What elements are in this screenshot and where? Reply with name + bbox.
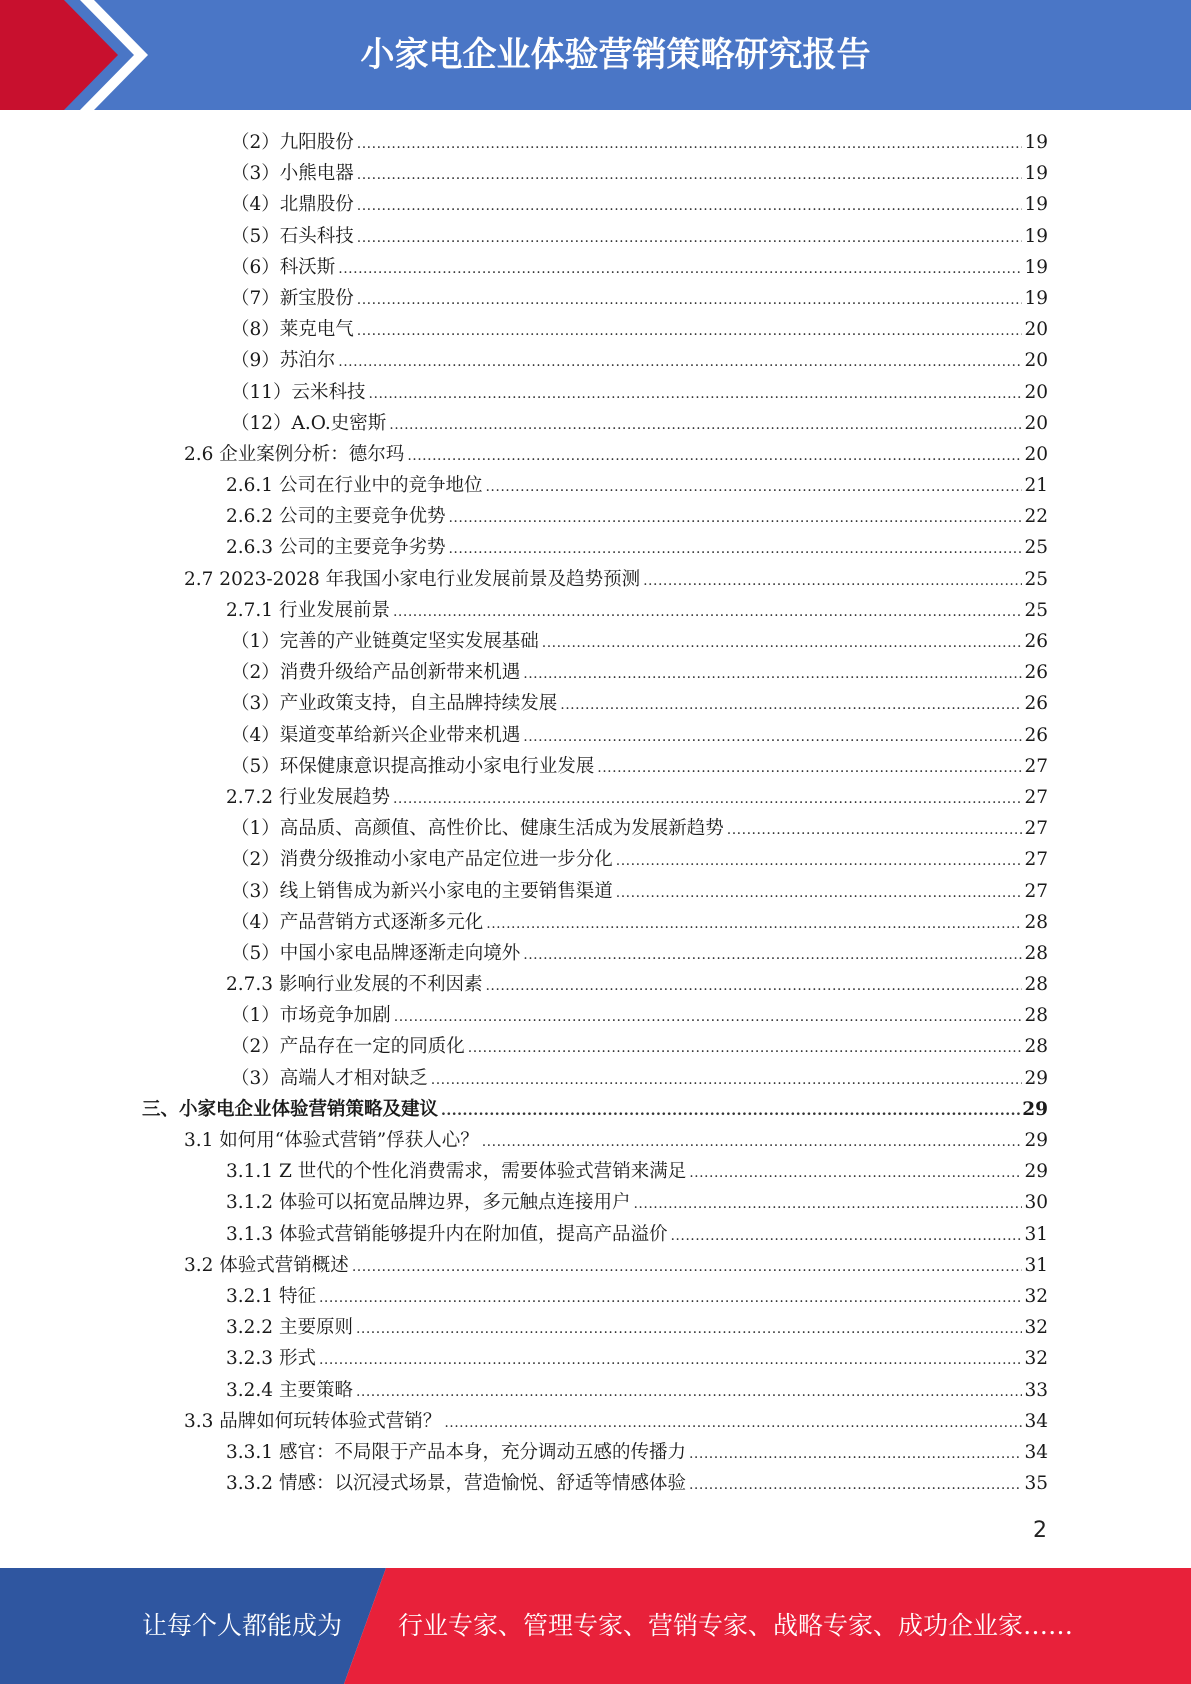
- toc-entry-title: （5）石头科技: [231, 225, 354, 247]
- toc-entry-page: 34: [1024, 1441, 1048, 1463]
- toc-entry[interactable]: [0, 127, 1191, 158]
- toc-dot-leader: [448, 534, 1022, 565]
- toc-dot-leader: [319, 1345, 1023, 1376]
- toc-entry-page: 31: [1024, 1254, 1048, 1276]
- toc-entry[interactable]: [0, 1063, 1191, 1094]
- toc-dot-leader: [338, 254, 1022, 285]
- toc-dot-leader: [389, 410, 1022, 441]
- toc-entry[interactable]: [0, 501, 1191, 532]
- toc-dot-leader: [357, 129, 1023, 160]
- toc-entry[interactable]: [0, 1000, 1191, 1031]
- toc-dot-leader: [357, 191, 1023, 222]
- toc-entry-page: 29: [1024, 1130, 1048, 1151]
- toc-dot-leader: [393, 784, 1022, 815]
- toc-entry-page: 32: [1024, 1348, 1048, 1370]
- toc-entry-line: [231, 283, 1048, 314]
- toc-entry-title: （2）产品存在一定的同质化: [231, 1036, 465, 1058]
- toc-entry-line: [231, 626, 1048, 657]
- toc-entry-line: [184, 1250, 1048, 1281]
- toc-dot-leader: [448, 503, 1022, 534]
- toc-entry-line: [231, 158, 1048, 189]
- toc-dot-leader: [319, 1283, 1023, 1314]
- toc-entry-title: 2.7.3 影响行业发展的不利因素: [226, 974, 483, 996]
- toc-entry-line: [226, 1281, 1048, 1312]
- toc-dot-leader: [356, 1377, 1023, 1408]
- toc-entry[interactable]: [0, 1125, 1191, 1156]
- toc-entry-line: [226, 1375, 1048, 1406]
- toc-entry[interactable]: [0, 688, 1191, 719]
- toc-dot-leader: [393, 597, 1022, 628]
- toc-entry-title: 3.2.1 特征: [226, 1285, 316, 1307]
- toc-entry[interactable]: [0, 1406, 1191, 1437]
- toc-entry-page: 20: [1024, 381, 1048, 403]
- toc-entry-line: [231, 1031, 1048, 1062]
- toc-entry-page: 29: [1022, 1098, 1048, 1120]
- toc-dot-leader: [689, 1439, 1022, 1470]
- toc-entry-line: [226, 969, 1048, 1000]
- toc-entry-page: 26: [1024, 693, 1048, 715]
- toc-entry-title: 3.2.4 主要策略: [226, 1379, 353, 1401]
- toc-entry-page: 25: [1024, 568, 1048, 590]
- toc-dot-leader: [338, 347, 1022, 378]
- toc-entry[interactable]: [0, 657, 1191, 688]
- toc-entry-title: 2.6.3 公司的主要竞争劣势: [226, 537, 446, 559]
- page-number: 2: [1033, 1518, 1047, 1543]
- toc-entry-title: （9）苏泊尔: [231, 350, 336, 372]
- toc-entry[interactable]: [0, 595, 1191, 626]
- toc-entry[interactable]: [0, 189, 1191, 220]
- toc-entry[interactable]: [0, 1437, 1191, 1468]
- toc-entry-title: 3.1.1 Z 世代的个性化消费需求，需要体验式营销来满足: [226, 1161, 687, 1183]
- toc-entry[interactable]: [0, 564, 1191, 595]
- toc-entry-title: 2.6.1 公司在行业中的竞争地位: [226, 475, 483, 497]
- toc-entry-line: [184, 564, 1048, 595]
- toc-entry-line: [226, 532, 1048, 563]
- toc-entry-title: （7）新宝股份: [231, 287, 354, 309]
- toc-dot-leader: [597, 753, 1022, 784]
- toc-entry[interactable]: [0, 813, 1191, 844]
- toc-dot-leader: [482, 1127, 1023, 1158]
- toc-entry[interactable]: [0, 1156, 1191, 1187]
- toc-entry[interactable]: [0, 1281, 1191, 1312]
- toc-entry[interactable]: [0, 1219, 1191, 1250]
- toc-entry-title: 3.1 如何用“体验式营销”俘获人心？: [184, 1130, 479, 1151]
- toc-entry-title: （8）莱克电气: [231, 319, 354, 341]
- toc-entry[interactable]: [0, 969, 1191, 1000]
- toc-entry-page: 20: [1024, 350, 1048, 372]
- toc-entry-title: 2.6.2 公司的主要竞争优势: [226, 506, 446, 528]
- toc-entry[interactable]: [0, 408, 1191, 439]
- toc-entry-title: （11）云米科技: [231, 381, 366, 403]
- toc-dot-leader: [357, 160, 1023, 191]
- toc-entry-title: （3）产业政策支持，自主品牌持续发展: [231, 693, 558, 715]
- toc-entry-page: 19: [1024, 256, 1048, 278]
- toc-entry[interactable]: [0, 252, 1191, 283]
- toc-entry-line: [231, 688, 1048, 719]
- toc-entry[interactable]: [0, 158, 1191, 189]
- toc-entry-line: [231, 657, 1048, 688]
- toc-entry-page: 20: [1024, 319, 1048, 341]
- toc-dot-leader: [616, 846, 1023, 877]
- toc-entry-line: [231, 813, 1048, 844]
- toc-entry-title: 3.3 品牌如何玩转体验式营销？: [184, 1410, 442, 1432]
- toc-entry-page: 29: [1024, 1161, 1048, 1183]
- toc-entry-title: （4）产品营销方式逐渐多元化: [231, 911, 484, 933]
- toc-dot-leader: [352, 1252, 1023, 1283]
- toc-dot-leader: [394, 1002, 1023, 1033]
- toc-entry-line: [231, 252, 1048, 283]
- toc-entry[interactable]: [0, 1468, 1191, 1499]
- toc-entry[interactable]: [0, 314, 1191, 345]
- toc-entry-line: [226, 1187, 1048, 1218]
- toc-dot-leader: [689, 1158, 1022, 1189]
- toc-entry-line: [226, 1219, 1048, 1250]
- toc-entry-page: 27: [1024, 755, 1048, 777]
- toc-dot-leader: [542, 628, 1023, 659]
- toc-entry-page: 19: [1024, 132, 1048, 153]
- toc-entry-line: [231, 1000, 1048, 1031]
- toc-entry-title: （2）九阳股份: [231, 132, 354, 153]
- toc-entry-title: （5）环保健康意识提高推动小家电行业发展: [231, 755, 595, 777]
- toc-entry-line: [231, 408, 1048, 439]
- toc-entry-title: 三、小家电企业体验营销策略及建议: [142, 1098, 439, 1120]
- toc-entry-title: 3.2.3 形式: [226, 1348, 316, 1370]
- toc-entry-page: 28: [1024, 1005, 1048, 1027]
- toc-entry-page: 27: [1024, 849, 1048, 871]
- toc-dot-leader: [369, 379, 1023, 410]
- toc-entry-title: 2.6 企业案例分析：德尔玛: [184, 443, 405, 465]
- toc-entry-line: [231, 720, 1048, 751]
- toc-entry-title: （1）市场竞争加剧: [231, 1005, 391, 1027]
- toc-entry-line: [226, 1156, 1048, 1187]
- toc-dot-leader: [670, 1221, 1022, 1252]
- toc-dot-leader: [485, 472, 1022, 503]
- toc-entry[interactable]: [0, 1031, 1191, 1062]
- toc-dot-leader: [643, 566, 1022, 597]
- toc-entry-page: 26: [1024, 724, 1048, 746]
- toc-entry-line: [184, 439, 1048, 470]
- toc-entry-page: 27: [1024, 818, 1048, 840]
- toc-entry-title: （3）线上销售成为新兴小家电的主要销售渠道: [231, 880, 613, 902]
- toc-dot-leader: [523, 722, 1022, 753]
- toc-entry-page: 20: [1024, 443, 1048, 465]
- toc-entry-title: 3.3.2 情感：以沉浸式场景，营造愉悦、舒适等情感体验: [226, 1473, 686, 1495]
- toc-entry[interactable]: [0, 1312, 1191, 1343]
- table-of-contents: [0, 127, 1191, 1499]
- toc-entry-line: [231, 938, 1048, 969]
- toc-entry-line: [226, 501, 1048, 532]
- toc-entry-line: [231, 876, 1048, 907]
- toc-entry-line: [231, 189, 1048, 220]
- toc-entry-page: 22: [1024, 506, 1048, 528]
- toc-entry[interactable]: [0, 782, 1191, 813]
- toc-entry[interactable]: [0, 439, 1191, 470]
- toc-entry-page: 30: [1024, 1192, 1048, 1214]
- page-header: [0, 0, 1191, 110]
- toc-entry-title: 2.7.2 行业发展趋势: [226, 786, 390, 808]
- toc-dot-leader: [523, 659, 1022, 690]
- toc-entry-line: [226, 470, 1048, 501]
- toc-entry[interactable]: [0, 720, 1191, 751]
- toc-dot-leader: [523, 940, 1022, 971]
- page-footer: [0, 1568, 1191, 1684]
- toc-entry-page: 28: [1024, 942, 1048, 964]
- toc-entry-title: 2.7.1 行业发展前景: [226, 599, 390, 621]
- toc-dot-leader: [356, 1314, 1023, 1345]
- toc-entry-line: [231, 1063, 1048, 1094]
- toc-dot-leader: [357, 285, 1023, 316]
- toc-entry-line: [231, 844, 1048, 875]
- toc-entry-page: 28: [1024, 1036, 1048, 1058]
- toc-dot-leader: [616, 878, 1023, 909]
- toc-entry-line: [142, 1094, 1048, 1125]
- toc-entry-page: 27: [1024, 786, 1048, 808]
- toc-entry-page: 31: [1024, 1223, 1048, 1245]
- footer-slogan-left: 让每个人都能成为: [142, 1611, 343, 1640]
- toc-dot-leader: [441, 1096, 1020, 1127]
- toc-entry-line: [231, 345, 1048, 376]
- toc-entry-title: 3.3.1 感官：不局限于产品本身，充分调动五感的传播力: [226, 1441, 686, 1463]
- footer-slogan-right: 行业专家、管理专家、营销专家、战略专家、成功企业家……: [398, 1611, 1074, 1640]
- toc-entry-title: （3）高端人才相对缺乏: [231, 1067, 428, 1089]
- toc-entry-title: （4）北鼎股份: [231, 194, 354, 216]
- toc-entry[interactable]: [0, 221, 1191, 252]
- toc-entry-line: [231, 751, 1048, 782]
- toc-entry[interactable]: [0, 470, 1191, 501]
- toc-entry-title: （6）科沃斯: [231, 256, 336, 278]
- toc-dot-leader: [689, 1470, 1022, 1501]
- toc-entry-page: 28: [1024, 911, 1048, 933]
- toc-dot-leader: [444, 1408, 1022, 1439]
- toc-dot-leader: [357, 316, 1023, 347]
- toc-entry-page: 33: [1024, 1379, 1048, 1401]
- toc-entry[interactable]: [0, 1094, 1191, 1125]
- toc-entry-line: [184, 1406, 1048, 1437]
- toc-entry[interactable]: [0, 876, 1191, 907]
- toc-entry-title: 2.7 2023-2028 年我国小家电行业发展前景及趋势预测: [184, 568, 641, 590]
- toc-entry-page: 25: [1024, 537, 1048, 559]
- toc-entry-line: [226, 782, 1048, 813]
- toc-entry-title: 3.2 体验式营销概述: [184, 1254, 349, 1276]
- toc-dot-leader: [633, 1189, 1022, 1220]
- toc-dot-leader: [486, 909, 1022, 940]
- toc-entry-page: 21: [1024, 475, 1048, 497]
- toc-entry-title: 3.1.3 体验式营销能够提升内在附加值，提高产品溢价: [226, 1223, 668, 1245]
- toc-entry[interactable]: [0, 1343, 1191, 1374]
- toc-entry[interactable]: [0, 532, 1191, 563]
- toc-entry-page: 20: [1024, 412, 1048, 434]
- toc-entry-page: 25: [1024, 599, 1048, 621]
- toc-entry-page: 26: [1024, 662, 1048, 684]
- toc-entry-line: [231, 377, 1048, 408]
- toc-entry-page: 27: [1024, 880, 1048, 902]
- toc-entry-page: 29: [1024, 1067, 1048, 1089]
- toc-entry-line: [226, 1312, 1048, 1343]
- toc-entry-title: （1）高品质、高颜值、高性价比、健康生活成为发展新趋势: [231, 818, 724, 840]
- toc-entry-page: 19: [1024, 225, 1048, 247]
- toc-entry[interactable]: [0, 626, 1191, 657]
- toc-entry-title: （12）A.O.史密斯: [231, 412, 387, 434]
- toc-dot-leader: [485, 971, 1022, 1002]
- toc-entry-line: [226, 1343, 1048, 1374]
- toc-entry-line: [231, 221, 1048, 252]
- toc-entry-title: （1）完善的产业链奠定坚实发展基础: [231, 631, 539, 652]
- toc-dot-leader: [468, 1033, 1023, 1064]
- toc-entry-line: [226, 1468, 1048, 1499]
- toc-entry-title: （4）渠道变革给新兴企业带来机遇: [231, 724, 521, 746]
- toc-entry-line: [184, 1125, 1048, 1156]
- toc-entry-line: [226, 595, 1048, 626]
- toc-entry-line: [231, 907, 1048, 938]
- toc-entry-title: （2）消费升级给产品创新带来机遇: [231, 662, 521, 684]
- toc-entry-title: 3.2.2 主要原则: [226, 1317, 353, 1339]
- toc-entry-title: （5）中国小家电品牌逐渐走向境外: [231, 942, 521, 964]
- toc-entry-page: 35: [1024, 1473, 1048, 1495]
- toc-entry[interactable]: [0, 938, 1191, 969]
- toc-dot-leader: [357, 223, 1023, 254]
- toc-entry-page: 32: [1024, 1285, 1048, 1307]
- toc-entry[interactable]: [0, 345, 1191, 376]
- report-title: 小家电企业体验营销策略研究报告: [360, 35, 871, 75]
- toc-entry[interactable]: [0, 1187, 1191, 1218]
- toc-entry[interactable]: [0, 377, 1191, 408]
- toc-entry[interactable]: [0, 907, 1191, 938]
- toc-entry[interactable]: [0, 844, 1191, 875]
- toc-dot-leader: [407, 441, 1022, 472]
- toc-entry[interactable]: [0, 283, 1191, 314]
- toc-entry-page: 26: [1024, 631, 1048, 652]
- toc-entry-title: （3）小熊电器: [231, 163, 354, 185]
- toc-entry[interactable]: [0, 751, 1191, 782]
- toc-entry-title: （2）消费分级推动小家电产品定位进一步分化: [231, 849, 613, 871]
- toc-dot-leader: [560, 690, 1022, 721]
- toc-dot-leader: [727, 815, 1023, 846]
- toc-entry[interactable]: [0, 1375, 1191, 1406]
- toc-dot-leader: [431, 1065, 1023, 1096]
- toc-entry[interactable]: [0, 1250, 1191, 1281]
- toc-entry-line: [231, 314, 1048, 345]
- toc-entry-page: 19: [1024, 287, 1048, 309]
- toc-entry-page: 34: [1024, 1410, 1048, 1432]
- toc-entry-line: [226, 1437, 1048, 1468]
- toc-entry-line: [231, 127, 1048, 158]
- toc-entry-page: 19: [1024, 163, 1048, 185]
- toc-entry-page: 19: [1024, 194, 1048, 216]
- toc-entry-page: 28: [1024, 974, 1048, 996]
- toc-entry-page: 32: [1024, 1317, 1048, 1339]
- toc-entry-title: 3.1.2 体验可以拓宽品牌边界，多元触点连接用户: [226, 1192, 631, 1214]
